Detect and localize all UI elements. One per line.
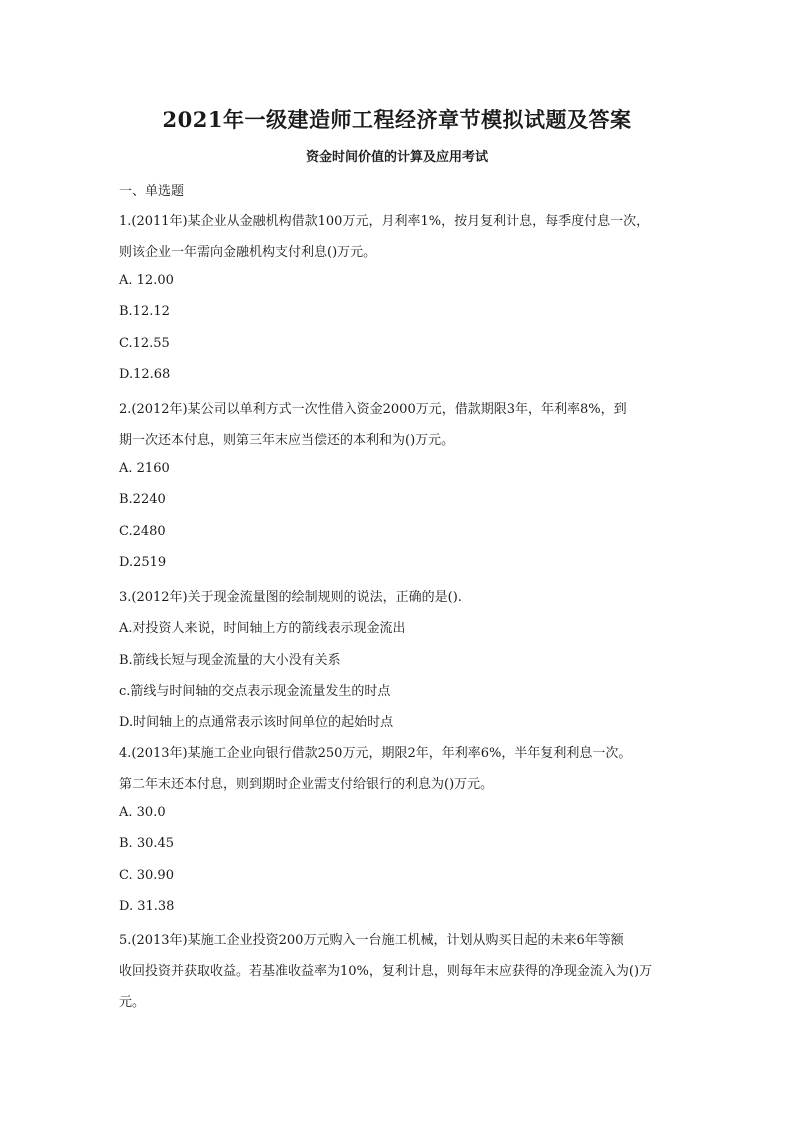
q4-stem-line-1: 4.(2013年)某施工企业向银行借款250万元，期限2年，年利率6%，半年复利利息一次。 — [119, 746, 632, 761]
q4-option-a: A. 30.0 — [119, 805, 166, 820]
q1-stem-line-1: 1.(2011年)某企业从金融机构借款100万元，月利率1%，按月复利计息，每季度付息一次， — [119, 214, 650, 229]
q2-stem-line-2: 期一次还本付息，则第三年末应当偿还的本利和为()万元。 — [119, 433, 455, 448]
q3-option-a: A.对投资人来说，时间轴上方的箭线表示现金流出 — [119, 621, 406, 636]
q1-option-a: A. 12.00 — [119, 273, 174, 288]
q5-stem-line-3: 元。 — [119, 995, 146, 1010]
q2-option-c: C.2480 — [119, 524, 166, 539]
q2-stem-line-1: 2.(2012年)某公司以单利方式一次性借入资金2000万元，借款期限3年，年利率8%，到 — [119, 402, 627, 417]
document-subtitle: 资金时间价值的计算及应用考试 — [305, 150, 488, 165]
section-heading: 一、单选题 — [119, 184, 185, 199]
q4-option-b: B. 30.45 — [119, 836, 175, 851]
q4-stem-line-2: 第二年末还本付息，则到期时企业需支付给银行的利息为()万元。 — [119, 777, 494, 792]
q3-option-c: c.箭线与时间轴的交点表示现金流量发生的时点 — [119, 684, 391, 699]
document-title: 2021年一级建造师工程经济章节模拟试题及答案 — [162, 107, 632, 132]
q2-option-a: A. 2160 — [119, 461, 170, 476]
q1-stem-line-2: 则该企业一年需向金融机构支付利息()万元。 — [119, 245, 377, 260]
q2-option-b: B.2240 — [119, 492, 166, 507]
q3-option-b: B.箭线长短与现金流量的大小没有关系 — [119, 653, 341, 668]
q3-option-d: D.时间轴上的点通常表示该时间单位的起始时点 — [119, 715, 394, 730]
q2-option-d: D.2519 — [119, 555, 167, 570]
q5-stem-line-1: 5.(2013年)某施工企业投资200万元购入一台施工机械，计划从购买日起的未来6年等额 — [119, 933, 624, 948]
q1-option-d: D.12.68 — [119, 367, 171, 382]
q4-option-d: D. 31.38 — [119, 899, 175, 914]
q1-option-b: B.12.12 — [119, 304, 170, 319]
q3-stem-line-1: 3.(2012年)关于现金流量图的绘制规则的说法，正确的是(). — [119, 590, 462, 605]
q4-option-c: C. 30.90 — [119, 868, 174, 883]
q5-stem-line-2: 收回投资并获取收益。若基准收益率为10%，复利计息，则每年末应获得的净现金流入为()万 — [119, 964, 653, 979]
q1-option-c: C.12.55 — [119, 336, 170, 351]
